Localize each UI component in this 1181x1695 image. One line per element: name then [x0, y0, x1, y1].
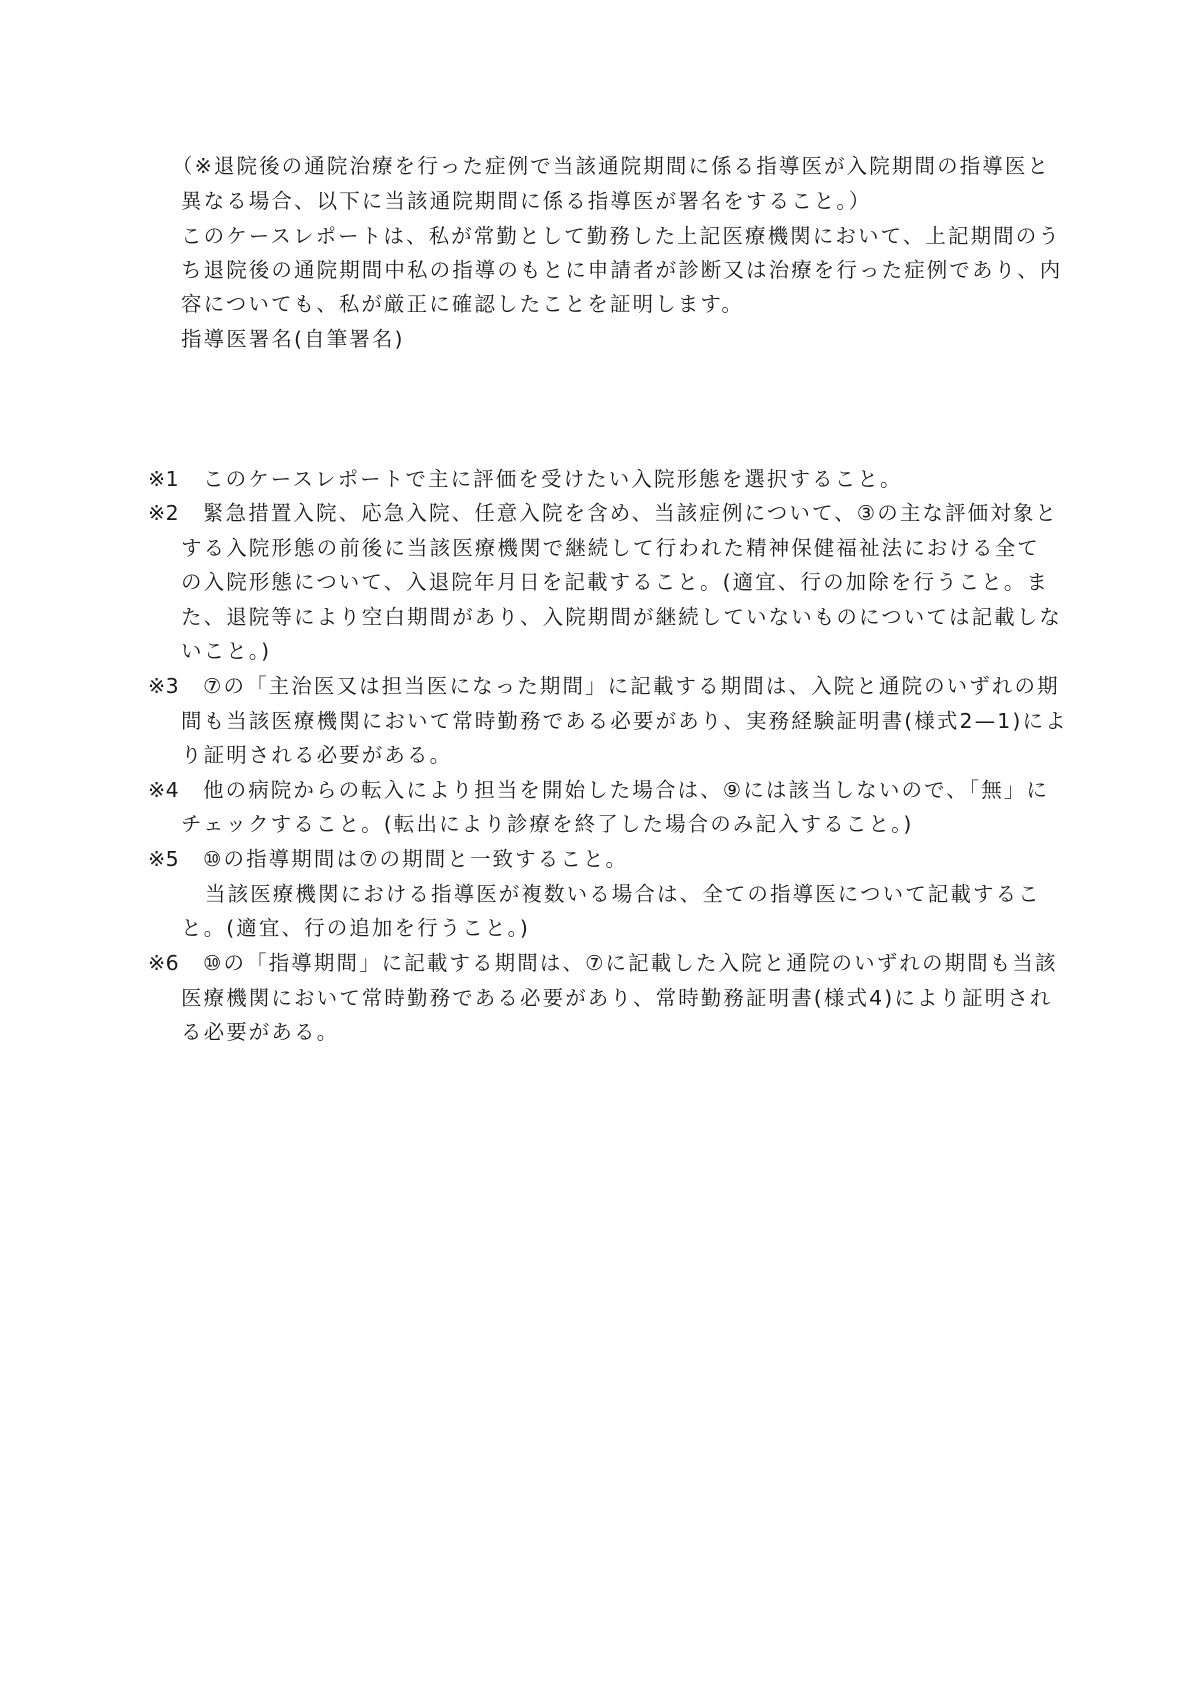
note-2-line-5: いこと。)	[181, 639, 272, 663]
note-1-line-1: このケースレポートで主に評価を受けたい入院形態を選択すること。	[203, 467, 903, 491]
note-2-line-4: た、退院等により空白期間があり、入院期間が継続していないものについては記載しな	[181, 605, 1062, 629]
note-6-mark: ※6	[148, 951, 180, 975]
note-2-line-3: の入院形態について、入退院年月日を記載すること。(適宜、行の加除を行うこと。ま	[181, 570, 1050, 594]
note-2-line-1: 緊急措置入院、応急入院、任意入院を含め、当該症例について、③の主な評価対象と	[203, 501, 1059, 525]
certification-statement-line-2: ち退院後の通院期間中私の指導のもとに申請者が診断又は治療を行った症例であり、内	[181, 258, 1063, 282]
note-5-line-1: ⑩の指導期間は⑦の期間と一致すること。	[203, 847, 629, 871]
note-4-line-2: チェックすること。(転出により診療を終了した場合のみ記入すること。)	[181, 812, 914, 836]
note-3-line-3: り証明される必要がある。	[181, 743, 453, 767]
certification-statement-line-1: このケースレポートは、私が常勤として勤務した上記医療機関において、上記期間のう	[181, 224, 1061, 248]
note-3-line-1: ⑦の「主治医又は担当医になった期間」に記載する期間は、入院と通院のいずれの期	[203, 674, 1060, 698]
certification-statement-line-3: 容についても、私が厳正に確認したことを証明します。	[181, 292, 744, 316]
note-3-line-2: 間も当該医療機関において常時勤務である必要があり、実務経験証明書(様式2—1)によ	[181, 709, 1068, 733]
note-4-mark: ※4	[148, 778, 180, 802]
note-3-mark: ※3	[148, 674, 180, 698]
note-1-mark: ※1	[148, 467, 180, 491]
note-5-line-3: と。(適宜、行の追加を行うこと。)	[181, 916, 530, 940]
note-6-line-1: ⑩の「指導期間」に記載する期間は、⑦に記載した入院と通院のいずれの期間も当該	[203, 951, 1058, 975]
note-5-line-2: 当該医療機関における指導医が複数いる場合は、全ての指導医について記載するこ	[205, 882, 1041, 906]
supervisor-note: （※退院後の通院治療を行った症例で当該通院期間に係る指導医が入院期間の指導医と	[172, 154, 1051, 178]
note-6-line-3: る必要がある。	[181, 1020, 340, 1044]
note-2-line-2: する入院形態の前後に当該医療機関で継続して行われた精神保健福祉法における全て	[181, 536, 1040, 560]
note-2-mark: ※2	[148, 501, 180, 525]
note-5-mark: ※5	[148, 847, 180, 871]
note-6-line-2: 医療機関において常時勤務である必要があり、常時勤務証明書(様式4)により証明され	[181, 986, 1053, 1010]
signature-label: 指導医署名(自筆署名)	[181, 327, 405, 351]
supervisor-note-continued: 異なる場合、以下に当該通院期間に係る指導医が署名をすること。）	[181, 189, 872, 213]
note-4-line-1: 他の病院からの転入により担当を開始した場合は、⑨には該当しないので、「無」に	[203, 778, 1050, 802]
